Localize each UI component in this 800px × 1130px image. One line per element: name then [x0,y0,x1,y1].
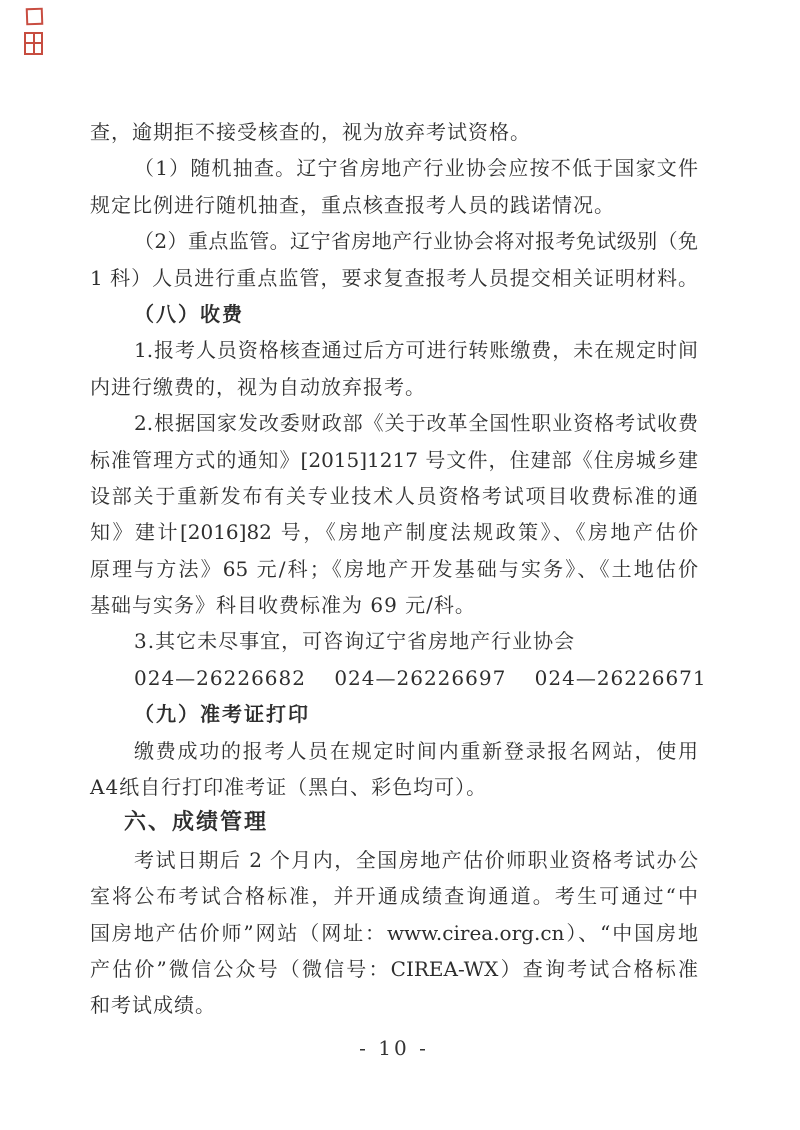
text-line: （1）随机抽查。辽宁省房地产行业协会应按不低于国家文件 [134,156,698,181]
text-line: A4纸自行打印准考证（黑白、彩色均可）。 [90,775,488,800]
red-stamp-mark-bottom-icon [24,32,43,55]
text-line: 知》建计[2016]82 号，《房地产制度法规政策》、《房地产估价 [90,520,698,545]
text-line: 内进行缴费的，视为自动放弃报考。 [90,374,426,399]
text-line: 缴费成功的报考人员在规定时间内重新登录报名网站，使用 [134,738,698,763]
text-line: 和考试成绩。 [90,993,216,1018]
red-stamp-mark-top-icon [26,8,44,26]
text-line: 3.其它未尽事宜，可咨询辽宁省房地产行业协会 [134,629,576,654]
text-line: 规定比例进行随机抽查，重点核查报考人员的践诺情况。 [90,192,615,217]
text-line: 原理与方法》65 元/科；《房地产开发基础与实务》、《土地估价 [90,556,698,581]
text-line: 国房地产估价师”网站（网址：www.cirea.org.cn）、“中国房地 [90,920,698,945]
text-line: 查，逾期拒不接受核查的，视为放弃考试资格。 [90,120,531,144]
page-number: - 10 - [359,1036,429,1060]
text-line: 室将公布考试合格标准，并开通成绩查询通道。考生可通过“中 [90,884,698,909]
section-heading: （九）准考证打印 [134,702,310,727]
text-line: 1.报考人员资格核查通过后方可进行转账缴费，未在规定时间 [134,338,698,363]
text-line: 2.根据国家发改委财政部《关于改革全国性职业资格考试收费 [134,411,698,436]
text-line: （2）重点监管。辽宁省房地产行业协会将对报考免试级别（免 [134,229,698,254]
text-line: 024—26226682 024—26226697 024—26226671 [134,665,707,690]
text-line: 1 科）人员进行重点监管，要求复查报考人员提交相关证明材料。 [90,265,698,290]
document-text-block [90,114,707,1024]
text-line: 考试日期后 2 个月内，全国房地产估价师职业资格考试办公 [134,847,698,872]
text-line: 基础与实务》科目收费标准为 69 元/科。 [90,593,476,618]
text-line: 产估价”微信公众号（微信号：CIREA-WX）查询考试合格标准 [90,956,698,981]
section-heading: （八）收费 [134,301,244,326]
text-line: 设部关于重新发布有关专业技术人员资格考试项目收费标准的通 [90,483,698,508]
text-line: 标准管理方式的通知》[2015]1217 号文件，住建部《住房城乡建 [90,447,698,472]
section-heading: 六、成绩管理 [124,810,269,836]
